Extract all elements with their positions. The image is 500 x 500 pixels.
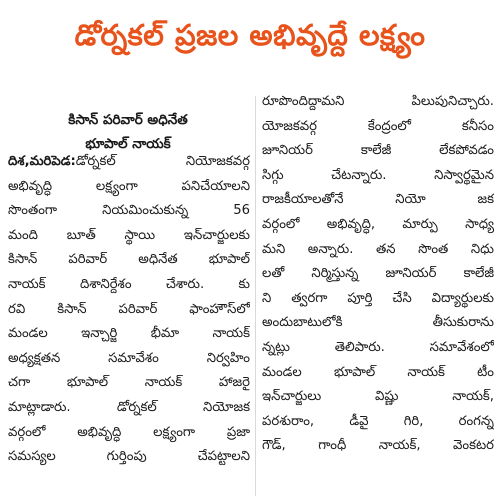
article-line: మని అన్నారు. తన సొంత నిధు — [262, 241, 494, 257]
headline: డోర్నకల్ ప్రజల అభివృద్దే లక్ష్యం — [74, 18, 426, 52]
right-column — [262, 90, 494, 459]
article-line: అందుబాటులోకి తీసుకురాను — [262, 315, 494, 331]
subheading-line-2: భూపాల్ నాయక్ — [85, 136, 171, 152]
article-line: వర్గంలో అభివృద్ధి లక్ష్యంగా ప్రజా — [8, 424, 250, 440]
article-line: ని త్వరగా పూర్తి చేసి విద్యార్థులకు — [262, 290, 494, 306]
article-line: పరశురాం, డీవై గిరి, రంగన్న — [262, 413, 494, 429]
article-line: చగా భూపాల్ నాయక్ హాజరై — [8, 375, 250, 391]
article-line: నాయక్ దిశానిర్దేశం చేశారు. కు — [8, 276, 250, 292]
article-line: వర్గంలో అభివృద్ధి, మార్పు సాధ్య — [262, 216, 494, 232]
article-line: రాజకీయాలతోనే నియో జక — [262, 192, 494, 208]
article-line: జూనియర్ కాలేజీ లేకపోవడం — [262, 143, 494, 159]
article-line: అధ్యక్షతన సమావేశం నిర్వహిం — [8, 350, 250, 366]
article-line: సమస్యల గుర్తింపు చేపట్టాలని — [8, 449, 250, 465]
article-line: సొంతంగా నియమించుకున్న 56 — [8, 203, 250, 219]
article-line: గౌడ్, గాంధీ నాయక్, వెంకటర — [262, 438, 494, 454]
article-line: సిగ్గు చేటన్నారు. నిస్వార్థమైన — [262, 167, 494, 183]
left-column — [8, 150, 250, 470]
article-line: మండల ఇన్చార్జి భీమా నాయక్ — [8, 326, 250, 342]
article-line: కిసాన్ పరివార్ అధినేత భూపాల్ — [8, 252, 250, 268]
article-line: లతో నిర్మిస్తున్న జూనియర్ కాలేజీ — [262, 266, 494, 282]
article-line: రవి కిసాన్ పరివార్ ఫాంహౌస్‌లో — [8, 301, 250, 317]
subheading-line-1: కిసాన్ పరివార్ అధినేత — [68, 112, 188, 128]
article-line-text: డోర్నకల్ నియోజకవర్గ — [75, 154, 250, 169]
article-line: న్నట్లు తెలిపారు. సమావేశంలో — [262, 339, 494, 355]
article-line: మాట్లాడారు. డోర్నకల్ నియోజక — [8, 399, 250, 415]
article-line: మండల భూపాల్ నాయక్ టీం — [262, 364, 494, 380]
subheading — [8, 96, 248, 156]
article-line: అభివృద్ధి లక్ష్యంగా పనిచేయాలని — [8, 178, 250, 194]
article-line: రూపొందిద్దామని పిలుపునిచ్చారు. — [262, 94, 494, 109]
article-line — [8, 150, 250, 175]
column-divider — [255, 96, 256, 496]
article-line: మంది బూత్ స్థాయి ఇన్‌చార్జులకు — [8, 227, 250, 243]
dateline: దిశ,మరిపెడ: — [8, 154, 76, 169]
article-line: ఇన్‌చార్జులు విష్ణు నాయక్, — [262, 389, 494, 405]
article-line: యోజకవర్గ కేంద్రంలో కనీసం — [262, 118, 494, 134]
